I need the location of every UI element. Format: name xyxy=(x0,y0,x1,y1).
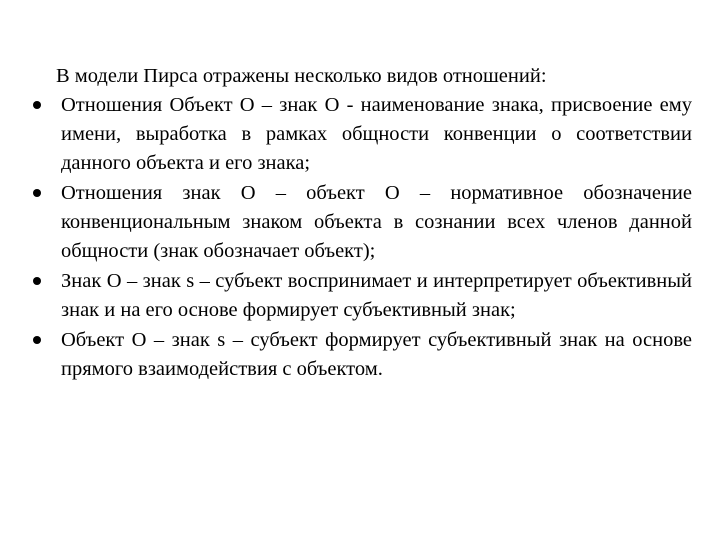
bullet-icon xyxy=(33,101,41,109)
list-item-text: Отношения знак О – объект О – нормативное обозначение конвенциональным знаком объекта в сознании всех членов данной общности (знак обозначает объект); xyxy=(61,182,692,262)
list-item xyxy=(32,91,692,178)
list-item-text: Отношения Объект О – знак О - наименование знака, присвоение ему имени, выработка в рамках общности конвенции о соответствии данного объекта и его знака; xyxy=(61,94,692,174)
bullet-icon xyxy=(33,336,41,344)
slide-content xyxy=(32,62,692,385)
list-item xyxy=(32,267,692,325)
list-item-text: Объект О – знак s – субъект формирует субъективный знак на основе прямого взаимодействия с объектом. xyxy=(61,329,692,380)
list-item xyxy=(32,326,692,384)
list-item xyxy=(32,179,692,266)
bullet-list xyxy=(32,91,692,384)
list-item-text: Знак О – знак s – субъект воспринимает и интерпретирует объективный знак и на его основе формирует субъективный знак; xyxy=(61,270,692,321)
bullet-icon xyxy=(33,189,41,197)
intro-text: В модели Пирса отражены несколько видов отношений: xyxy=(56,65,547,87)
bullet-icon xyxy=(33,277,41,285)
